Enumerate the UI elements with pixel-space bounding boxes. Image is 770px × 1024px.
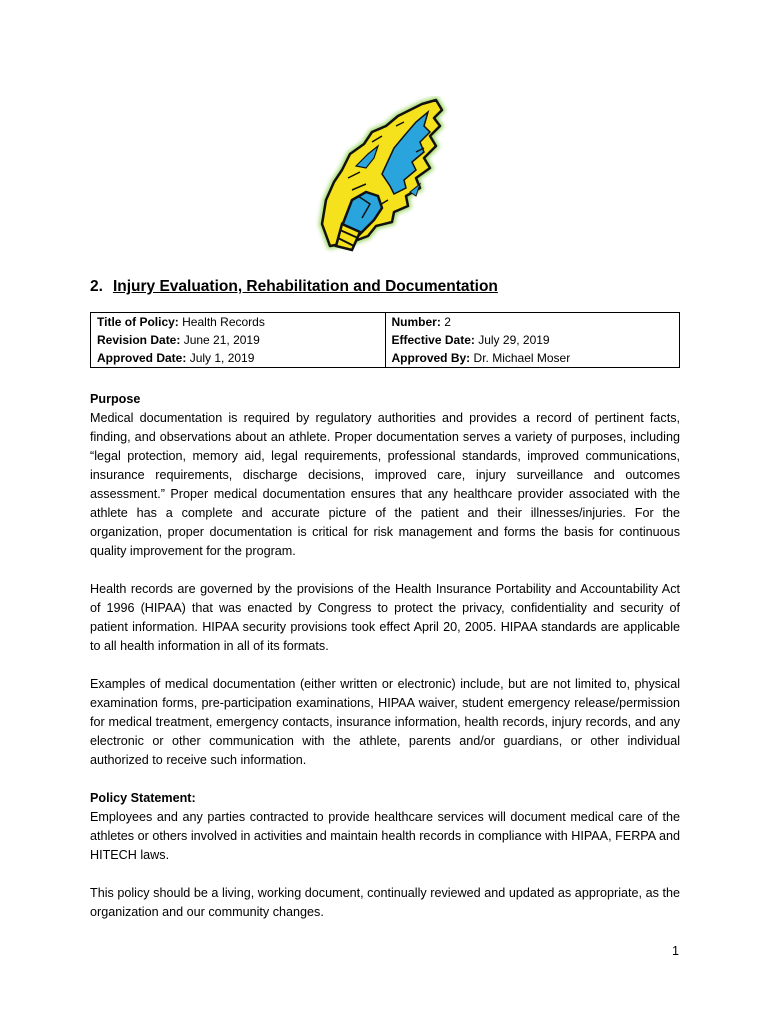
section-title: Injury Evaluation, Rehabilitation and Documentation <box>112 278 498 295</box>
policy-statement-paragraph-2: This policy should be a living, working document, continually reviewed and updated as appropriate, as the organization and our community changes. <box>90 886 680 919</box>
revision-date-label: Revision Date: <box>97 333 181 347</box>
policy-title-label: Title of Policy: <box>97 315 179 329</box>
purpose-paragraph-3: Examples of medical documentation (either written or electronic) include, but are not limited to, physical examination forms, pre-participation examinations, HIPAA waiver, student emergency release/permission for medical treatment, emergency contacts, insurance information, health records, injury records, and any electronic or other communication with the athlete, parents and/or guardians, or other individual authorized to receive such information. <box>90 677 680 767</box>
approved-by-label: Approved By: <box>391 351 471 365</box>
effective-date-value: July 29, 2019 <box>478 333 550 347</box>
policy-info-right-cell <box>385 313 680 368</box>
policy-statement-paragraph-1: Employees and any parties contracted to provide healthcare services will document medical care of the athletes or others involved in activities and maintain health records in compliance with HIPAA, FERPA and HITECH laws. <box>90 810 680 862</box>
revision-date-row <box>97 331 379 349</box>
policy-number-row <box>392 313 674 331</box>
purpose-paragraph-1: Medical documentation is required by regulatory authorities and provides a record of pertinent facts, finding, and observations about an athlete. Proper documentation serves a variety of purposes, including “legal protection, memory aid, legal requirements, professional standards, improved communications, insurance requirements, discharge decisions, improved care, injury surveillance and outcomes assessment.” Proper medical documentation ensures that any healthcare provider associated with the athlete has a complete and accurate picture of the patient and their illnesses/injuries. For the organization, proper documentation is critical for risk management and forms the basis for continuous quality improvement for the program. <box>90 411 680 558</box>
approved-date-row <box>97 349 379 367</box>
effective-date-row <box>392 331 674 349</box>
effective-date-label: Effective Date: <box>391 333 475 347</box>
policy-info-left-cell <box>91 313 386 368</box>
purpose-paragraph-2: Health records are governed by the provisions of the Health Insurance Portability and Accountability Act of 1996 (HIPAA) that was enacted by Congress to protect the privacy, confidentiality and security of patient information. HIPAA security provisions took effect April 20, 2005. HIPAA standards are applicable to all health information in all of its formats. <box>90 582 680 653</box>
policy-statement-heading: Policy Statement: <box>90 791 196 805</box>
policy-title-row <box>97 313 379 331</box>
arrowhead-logo <box>312 96 452 254</box>
section-heading <box>90 278 498 296</box>
document-body <box>90 390 680 941</box>
purpose-heading: Purpose <box>90 392 141 406</box>
policy-info-table <box>90 312 680 368</box>
approved-by-value: Dr. Michael Moser <box>473 351 571 365</box>
page-number: 1 <box>672 944 680 958</box>
policy-number-value: 2 <box>444 315 451 329</box>
approved-date-value: July 1, 2019 <box>189 351 255 365</box>
policy-number-label: Number: <box>391 315 441 329</box>
approved-date-label: Approved Date: <box>97 351 187 365</box>
approved-by-row <box>392 349 674 367</box>
section-number: 2. <box>90 278 103 295</box>
revision-date-value: June 21, 2019 <box>183 333 260 347</box>
policy-title-value: Health Records <box>182 315 265 329</box>
